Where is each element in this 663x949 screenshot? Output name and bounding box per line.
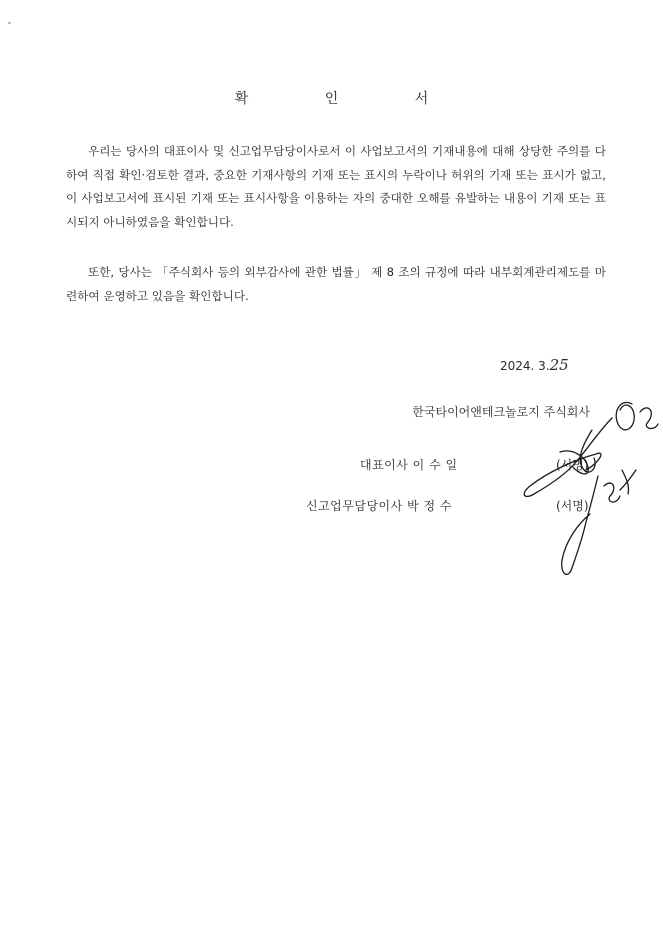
ceo-sign-label: (서명) bbox=[556, 458, 589, 472]
director-signature-stroke bbox=[604, 483, 620, 502]
scan-speck bbox=[8, 22, 11, 24]
date-handwritten-day: 25 bbox=[549, 356, 569, 374]
ceo-name: 대표이사 이 수 일 bbox=[360, 458, 458, 472]
ceo-signature-stroke bbox=[616, 402, 634, 429]
ceo-signature-stroke bbox=[640, 408, 658, 429]
paragraph-internal-control: 또한, 당사는 「주식회사 등의 외부감사에 관한 법률」 제 8 조의 규정에 따라 내부회계관리제도를 마련하여 운영하고 있음을 확인합니다. bbox=[66, 265, 606, 303]
director-signature-stroke bbox=[562, 476, 598, 574]
director-signature-stroke bbox=[620, 470, 636, 490]
document-title: 확 인 서 bbox=[234, 91, 465, 107]
reporting-director-name: 신고업무담당이사 박 정 수 bbox=[306, 499, 452, 513]
date bbox=[500, 356, 620, 374]
paragraph-confirmation: 우리는 당사의 대표이사 및 신고업무담당이사로서 이 사업보고서의 기재내용에 대해 상당한 주의를 다하여 직접 확인·검토한 결과, 중요한 기재사항의 기재 또는 표시의 누락이나 허위의 기재 또는 표시가 없고, 이 사업보고서에 표시된 기재 또는 표시사항을 이용하는 자의 중대한 오해를 유발하는 내용이 기재 또는 표시되지 아니하였음을 확인합니다. bbox=[66, 144, 606, 229]
director-signature-stroke bbox=[622, 470, 629, 494]
company-name: 한국타이어앤테크놀로지 주식회사 bbox=[412, 405, 590, 419]
reporting-director-sign-label: (서명) bbox=[556, 499, 589, 513]
date-printed: 2024. 3. bbox=[500, 359, 550, 373]
